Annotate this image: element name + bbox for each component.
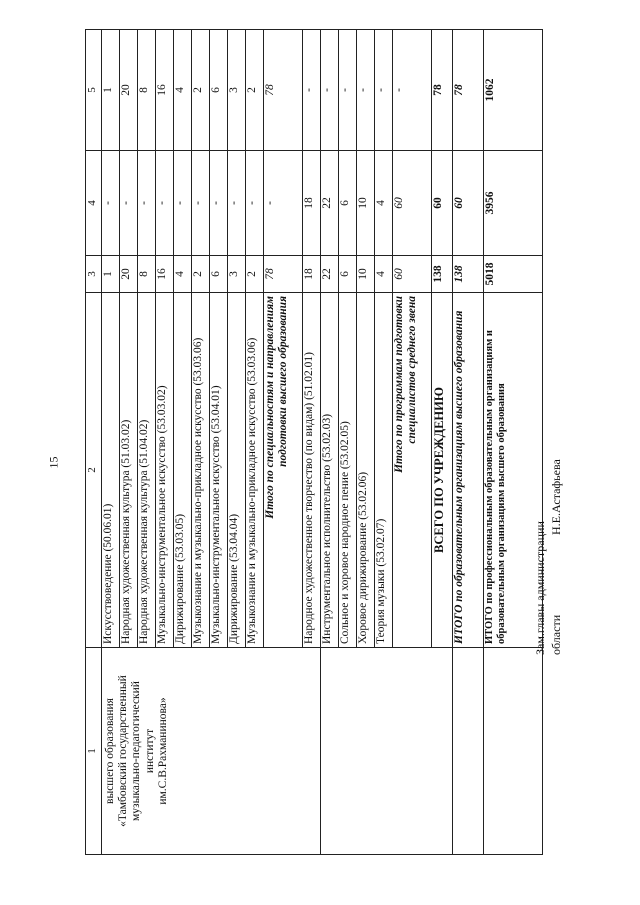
program-name: Музыкально-инструментальное искусство (53.03.02) <box>156 293 174 648</box>
value-col-5: 16 <box>156 30 174 151</box>
program-name: Сольное и хоровое народное пение (53.02.05) <box>339 293 357 648</box>
signature-line <box>549 443 565 655</box>
value-col-3: 10 <box>357 256 375 293</box>
value-col-4: - <box>210 151 228 256</box>
value-col-4: 60 <box>453 151 484 256</box>
program-name: Музыкознание и музыкально-прикладное искусство (53.03.06) <box>246 293 264 648</box>
value-col-4: - <box>246 151 264 256</box>
table-row <box>321 30 339 855</box>
value-col-5: 20 <box>120 30 138 151</box>
subtotal-label <box>264 293 303 648</box>
value-col-3: 2 <box>246 256 264 293</box>
value-col-4: - <box>174 151 192 256</box>
value-col-3: 78 <box>264 256 303 293</box>
value-col-3: 2 <box>192 256 210 293</box>
signature-block <box>533 443 565 655</box>
empty-cell <box>484 648 543 855</box>
subtotal-label-line: Итого по специальностям и направлениям <box>264 296 276 519</box>
value-col-5: 6 <box>210 30 228 151</box>
program-name: Теория музыки (53.02.07) <box>375 293 393 648</box>
value-col-3: 4 <box>174 256 192 293</box>
page-number: 15 <box>46 456 61 469</box>
institution-line: им.С.В.Рахманинова» <box>156 697 169 805</box>
header-col-5: 5 <box>86 30 102 151</box>
value-col-4: - <box>156 151 174 256</box>
value-col-3: 8 <box>138 256 156 293</box>
value-col-5: - <box>375 30 393 151</box>
value-col-5: 2 <box>192 30 210 151</box>
subtotal-label <box>393 293 432 648</box>
value-col-5: - <box>321 30 339 151</box>
value-col-3: 1 <box>102 256 120 293</box>
value-col-5: 1 <box>102 30 120 151</box>
institution-line: институт <box>143 728 156 774</box>
rotated-table-container <box>85 65 508 855</box>
value-col-3: 138 <box>453 256 484 293</box>
value-col-4: - <box>120 151 138 256</box>
value-col-4: 10 <box>357 151 375 256</box>
data-table <box>85 29 543 855</box>
value-col-5: 8 <box>138 30 156 151</box>
subtotal-label-line: специалистов среднего звена <box>406 296 419 444</box>
value-col-3: 18 <box>303 256 321 293</box>
signature-line: Зам.главы администрации <box>533 521 547 655</box>
program-name: Народная художественная культура (51.03.02) <box>120 293 138 648</box>
value-col-5: 3 <box>228 30 246 151</box>
header-col-1: 1 <box>86 648 102 855</box>
value-col-4: 22 <box>321 151 339 256</box>
subtotal-label-line: Итого по программам подготовки <box>393 296 405 473</box>
total-higher-orgs-row <box>453 30 484 855</box>
value-col-5: - <box>339 30 357 151</box>
signature-name: Н.Е.Астафьева <box>549 459 563 535</box>
program-name: Народное художественное творчество (по видам) (51.02.01) <box>303 293 321 648</box>
value-col-3: 6 <box>210 256 228 293</box>
value-col-4: 18 <box>303 151 321 256</box>
value-col-4: 60 <box>393 151 432 256</box>
value-col-5: - <box>303 30 321 151</box>
value-col-3: 60 <box>393 256 432 293</box>
program-name: Искусствоведение (50.06.01) <box>102 293 120 648</box>
value-col-5: 4 <box>174 30 192 151</box>
value-col-4: - <box>138 151 156 256</box>
value-col-3: 4 <box>375 256 393 293</box>
value-col-3: 6 <box>339 256 357 293</box>
table-row <box>102 30 120 855</box>
institution-cell-continued <box>321 648 453 855</box>
value-col-4: - <box>228 151 246 256</box>
institution-line: высшего образования <box>104 698 116 804</box>
institution-line: «Тамбовский государственный <box>117 675 130 827</box>
program-name: Музыкально-инструментальное искусство (53.04.01) <box>210 293 228 648</box>
program-name: Дирижирование (53.04.04) <box>228 293 246 648</box>
value-col-4: 60 <box>432 151 453 256</box>
signature-position: области <box>549 614 563 655</box>
value-col-5: 2 <box>246 30 264 151</box>
value-col-4: - <box>264 151 303 256</box>
value-col-3: 22 <box>321 256 339 293</box>
header-col-4: 4 <box>86 151 102 256</box>
program-name: Народная художественная культура (51.04.02) <box>138 293 156 648</box>
value-col-4: 6 <box>339 151 357 256</box>
institution-line: музыкально-педагогический <box>130 681 143 821</box>
value-col-4: - <box>102 151 120 256</box>
empty-cell <box>453 648 484 855</box>
total-professional-row <box>484 30 543 855</box>
value-col-5: - <box>357 30 375 151</box>
value-col-5: 78 <box>264 30 303 151</box>
value-col-4: - <box>192 151 210 256</box>
value-col-5: 78 <box>453 30 484 151</box>
header-col-2: 2 <box>86 293 102 648</box>
value-col-5: 78 <box>432 30 453 151</box>
total-institution-label: ВСЕГО ПО УЧРЕЖДЕНИЮ <box>432 293 453 648</box>
value-col-4: 4 <box>375 151 393 256</box>
total-professional-label: ИТОГО по профессиональным образовательным организациям и образовательным организациям высшего образования <box>484 293 543 648</box>
total-higher-orgs-label: ИТОГО по образовательным организациям высшего образования <box>453 293 484 648</box>
value-col-3: 5018 <box>484 256 543 293</box>
value-col-3: 3 <box>228 256 246 293</box>
value-col-3: 16 <box>156 256 174 293</box>
program-name: Инструментальное исполнительство (53.02.03) <box>321 293 339 648</box>
program-name: Хоровое дирижирование (53.02.06) <box>357 293 375 648</box>
header-col-3: 3 <box>86 256 102 293</box>
value-col-5: 1062 <box>484 30 543 151</box>
institution-cell <box>102 648 321 855</box>
subtotal-label-line: подготовки высшего образования <box>277 296 290 467</box>
program-name: Музыкознание и музыкально-прикладное искусство (53.03.06) <box>192 293 210 648</box>
value-col-3: 138 <box>432 256 453 293</box>
value-col-3: 20 <box>120 256 138 293</box>
value-col-5: - <box>393 30 432 151</box>
value-col-4: 3956 <box>484 151 543 256</box>
header-row <box>86 30 102 855</box>
program-name: Дирижирование (53.03.05) <box>174 293 192 648</box>
